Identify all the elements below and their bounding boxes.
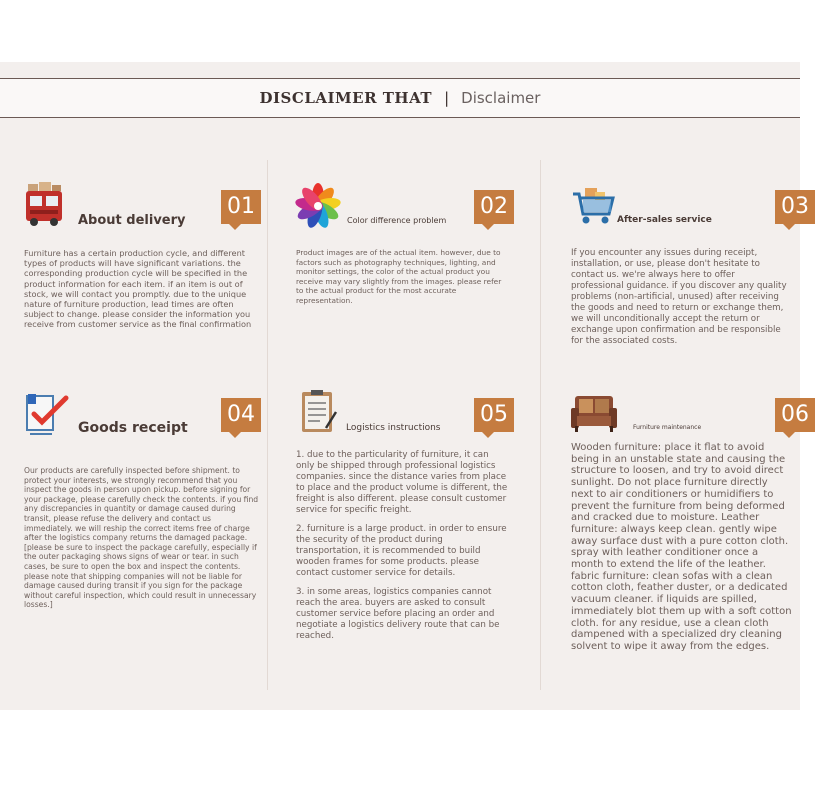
page-subtitle: Disclaimer bbox=[461, 89, 541, 107]
delivery-truck-icon bbox=[24, 182, 70, 228]
color-wheel-icon bbox=[296, 182, 342, 228]
card-body-text: If you encounter any issues during receipt, installation, or use, please don't hesitate to contact us. we're always here to offer professional guidance. if you discover any quality problems (non-artificial, unused) after receiving the goods and need to return or exchange them, we will unconditionally accept the return or exchange upon confirmation and be responsible for the associated costs. bbox=[571, 248, 787, 346]
card-number-badge: 03 bbox=[775, 190, 815, 224]
page-header bbox=[0, 78, 800, 118]
card-number-badge: 01 bbox=[221, 190, 261, 224]
shopping-cart-icon bbox=[571, 182, 617, 228]
title-separator: | bbox=[444, 89, 450, 107]
list-item: 1. due to the particularity of furniture, it can only be shipped through professional logistics companies. since the distance varies from place to place and the product volume is different, the freight is also different. please consult customer service for specific freight. bbox=[296, 450, 508, 515]
card-heading: Logistics instructions bbox=[346, 423, 441, 433]
card-number-badge: 02 bbox=[474, 190, 514, 224]
card-heading: Color difference problem bbox=[347, 216, 447, 225]
card-body-text: Furniture has a certain production cycle, and different types of products will have significant variations. the corresponding production cycle will be specified in the product information for each item. if an item is out of stock, we will contact you promptly. due to the unique nature of furniture production, lead times are often subject to change. please consider the information you receive from customer service as the final confirmation bbox=[24, 248, 252, 330]
sofa-icon bbox=[571, 390, 617, 436]
card-number-badge: 05 bbox=[474, 398, 514, 432]
card-body-text: Wooden furniture: place it flat to avoid being in an unstable state and causing the structure to loosen, and try to avoid direct sunlight. Do not place furniture directly next to air conditioners or humidifiers to prevent the furniture from being deformed and cracked due to moisture. Leather furniture: always keep clean. gently wipe away surface dust with a pure cotton cloth. spray with leather conditioner once a month to extend the life of the leather. fabric furniture: clean sofas with a clean cotton cloth, feather duster, or a dedicated vacuum cleaner. if liquids are spilled, immediately blot them up with a soft cotton cloth. for any residue, use a clean cloth dampened with a specialized dry cleaning solvent to wipe it away from the edges. bbox=[571, 442, 792, 652]
column-divider bbox=[540, 160, 541, 690]
card-body-text: Our products are carefully inspected before shipment. to protect your interests, we strongly recommend that you inspect the goods in person upon pickup. before signing for your package, please carefully check the contents. if you find any discrepancies in quantity or damage caused during transit, please refuse the delivery and contact us immediately. we will reship the correct items free of charge after the logistics company returns the damaged package. [please be sure to inspect the package carefully, especially if the outer packaging shows signs of wear or tear. in such cases, be sure to open the box and inspect the contents. please note that shipping companies will not be liable for damage caused during transit if you sign for the package without careful inspection, which could result in unnecessary losses.] bbox=[24, 466, 259, 610]
list-item: 2. furniture is a large product. in order to ensure the security of the product during transportation, it is recommended to build wooden frames for some products. please contact customer service for details. bbox=[296, 524, 507, 578]
list-item: 3. in some areas, logistics companies cannot reach the area. buyers are asked to consult customer service before placing an order and negotiate a logistics delivery route that can be reached. bbox=[296, 587, 500, 641]
card-heading: Goods receipt bbox=[78, 420, 188, 436]
checkmark-clipboard-icon bbox=[24, 390, 70, 436]
card-number-badge: 06 bbox=[775, 398, 815, 432]
card-heading: After-sales service bbox=[617, 215, 712, 225]
card-heading: About delivery bbox=[78, 213, 186, 228]
clipboard-pen-icon bbox=[296, 390, 342, 436]
card-heading: Furniture maintenance bbox=[633, 424, 702, 431]
column-divider bbox=[267, 160, 268, 690]
card-body-text: Product images are of the actual item. however, due to factors such as photography techniques, lighting, and monitor settings, the color of the actual product you receive may vary slightly from the images. please refer to the actual product for the most accurate representation. bbox=[296, 248, 502, 305]
page-title: DISCLAIMER THAT bbox=[259, 89, 433, 107]
card-body-list bbox=[296, 450, 508, 650]
card-number-badge: 04 bbox=[221, 398, 261, 432]
